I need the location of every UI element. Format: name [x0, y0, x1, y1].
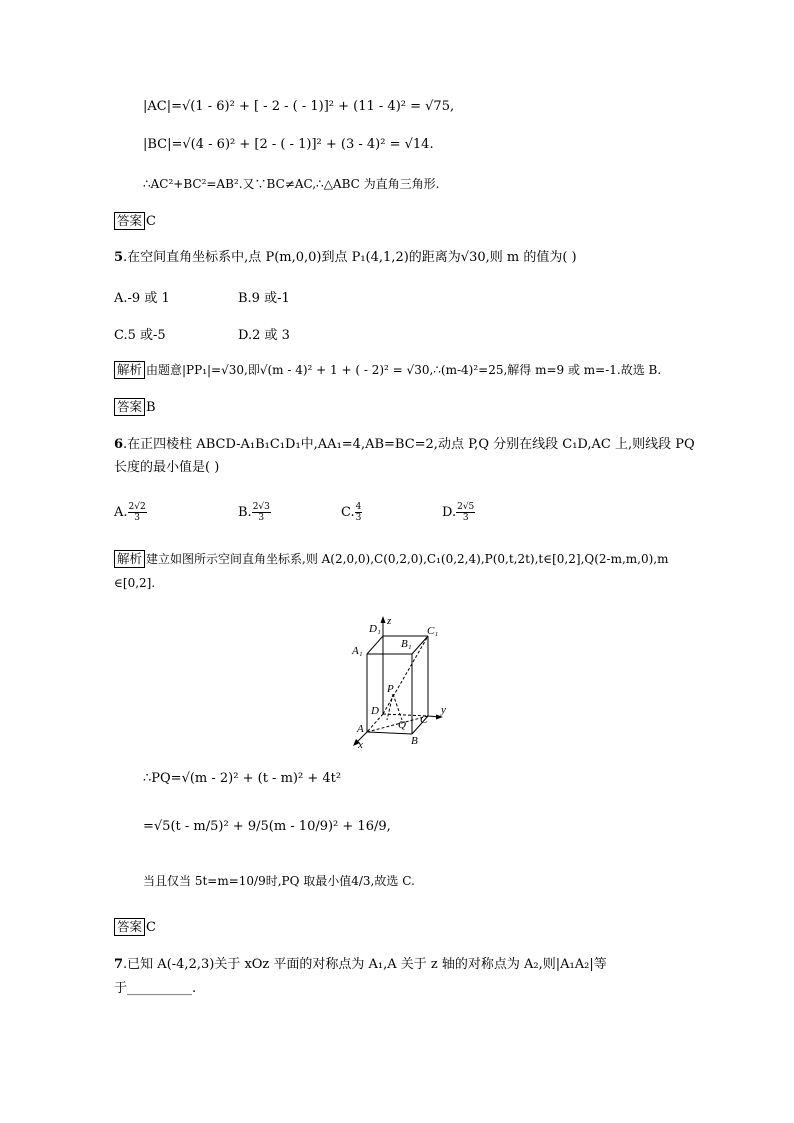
q6-stem-line1: [114, 436, 695, 454]
q7-stem-line2: 于__________.: [114, 981, 197, 996]
q6-option-c: [341, 502, 362, 523]
q6-option-d: [442, 502, 475, 523]
q5-option-b: B.9 或-1: [238, 291, 290, 306]
label-p: P: [387, 683, 394, 695]
label-a1: A₁: [352, 645, 363, 657]
option-letter: A.: [114, 505, 128, 520]
axis-label-x: x: [358, 739, 363, 750]
pq-minimum: 当且仅当 5t=m=10/9时,PQ 取最小值4/3,故选 C.: [143, 874, 415, 888]
q5-number: 5: [114, 250, 124, 265]
numerator: 2√5: [457, 502, 475, 512]
option-fraction: [355, 502, 363, 523]
label-a: A: [357, 723, 364, 735]
option-letter: D.: [442, 505, 457, 520]
q5-option-d: D.2 或 3: [238, 328, 290, 343]
label-c1: C₁: [427, 625, 439, 637]
q6-number: 6: [114, 437, 124, 452]
answer-tag: 答案: [114, 398, 145, 416]
option-fraction: [456, 502, 475, 523]
answer-tag: 答案: [114, 918, 145, 936]
q5-option-c: C.5 或-5: [114, 328, 166, 343]
denominator: 3: [258, 513, 265, 523]
option-fraction: [128, 502, 147, 523]
denominator: 3: [355, 513, 362, 523]
prism-figure: [345, 614, 455, 750]
axis-label-y: y: [441, 704, 446, 716]
numerator: 2√3: [252, 502, 270, 512]
numerator: 2√2: [128, 502, 146, 512]
q7-stem-line1: [114, 956, 607, 974]
answer-value: C: [146, 214, 156, 229]
ac-distance: |AC|=√(1 - 6)² + [ - 2 - ( - 1)]² + (11 - 4)² = √75,: [143, 99, 455, 114]
prev-answer: [114, 212, 156, 231]
q6-stem-line2: 长度的最小值是( ): [114, 460, 220, 475]
denominator: 3: [134, 513, 140, 523]
q7-text: .已知 A(-4,2,3)关于 xOz 平面的对称点为 A₁,A 关于 z 轴的对称点为 A₂,则|A₁A₂|等: [123, 957, 607, 972]
pq-completed-square: =√5(t - m/5)² + 9/5(m - 10/9)² + 16/9,: [143, 819, 391, 834]
label-b1: B₁: [401, 638, 412, 650]
q6-option-a: [114, 502, 147, 523]
q5-option-a: A.-9 或 1: [114, 291, 170, 306]
q6-option-b: [238, 502, 271, 523]
axis-label-z: z: [387, 615, 392, 627]
q5-stem: [114, 249, 577, 267]
q6-text: .在正四棱柱 ABCD-A₁B₁C₁D₁中,AA₁=4,AB=BC=2,动点 P,Q 分别在线段 C₁D,AC 上,则线段 PQ: [123, 437, 695, 452]
pq-expression: ∴PQ=√(m - 2)² + (t - m)² + 4t²: [143, 771, 342, 786]
analysis-tag: 解析: [114, 361, 145, 379]
q7-number: 7: [114, 957, 124, 972]
answer-value: B: [146, 400, 156, 415]
q5-text: .在空间直角坐标系中,点 P(m,0,0)到点 P₁(4,1,2)的距离为√30,则 m 的值为( ): [123, 250, 577, 265]
prev-conclusion: ∴AC²+BC²=AB².又∵BC≠AC,∴△ABC 为直角三角形.: [143, 177, 440, 191]
analysis-tag: 解析: [114, 550, 145, 568]
bc-distance: |BC|=√(4 - 6)² + [2 - ( - 1)]² + (3 - 4)² = √14.: [143, 137, 434, 152]
label-c: C: [420, 714, 428, 726]
label-d1: D₁: [369, 623, 381, 635]
q6-analysis-line2: ∈[0,2].: [114, 576, 156, 590]
q6-analysis-text: 建立如图所示空间直角坐标系,则 A(2,0,0),C(0,2,0),C₁(0,2,4),P(0,t,2t),t∈[0,2],Q(2-m,m,0),m: [146, 552, 669, 566]
q5-answer: [114, 398, 156, 417]
answer-tag: 答案: [114, 212, 145, 230]
label-q: Q: [398, 719, 406, 731]
option-fraction: [252, 502, 271, 523]
q6-answer: [114, 918, 156, 937]
q5-analysis: [114, 361, 661, 379]
option-letter: C.: [341, 505, 355, 520]
q5-analysis-text: 由题意|PP₁|=√30,即√(m - 4)² + 1 + ( - 2)² = √30,∴(m-4)²=25,解得 m=9 或 m=-1.故选 B.: [146, 363, 662, 377]
denominator: 3: [462, 513, 469, 523]
label-b: B: [411, 735, 418, 747]
option-letter: B.: [238, 505, 252, 520]
label-d: D: [371, 705, 379, 717]
numerator: 4: [355, 502, 362, 512]
q6-analysis-line1: [114, 550, 669, 568]
answer-value: C: [146, 920, 156, 935]
